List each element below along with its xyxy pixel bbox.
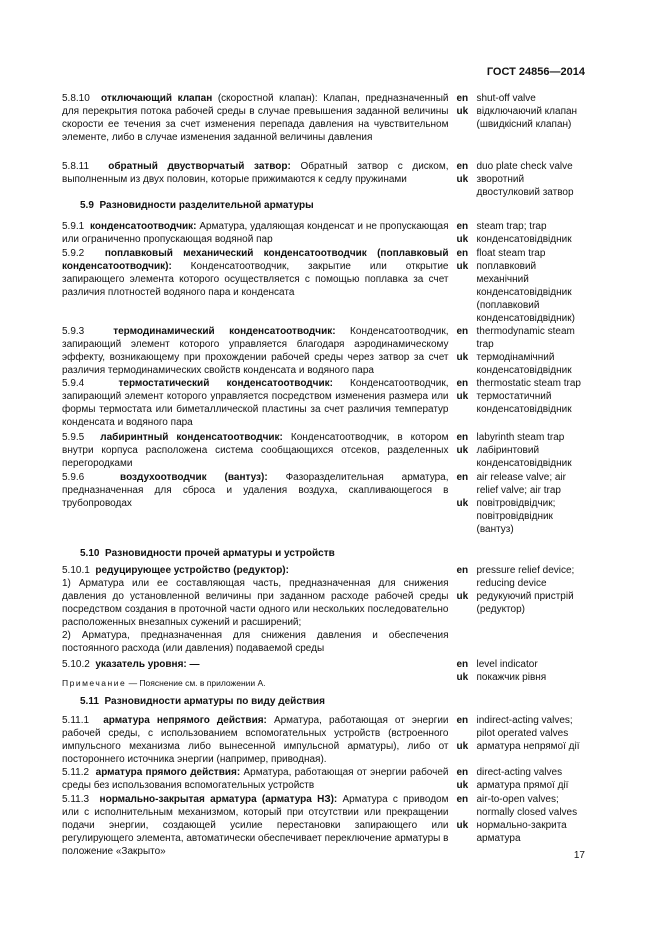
- entry-term: конденсатоотводчик:: [90, 221, 197, 232]
- entry-term: указатель уровня: —: [95, 659, 200, 670]
- entry-definition: Обратный затвор с диском, выполненным из двух половин, которые прижимаются к седлу пружинами: [62, 161, 449, 185]
- note-label: Примечание: [62, 678, 127, 688]
- page-number: 17: [573, 850, 585, 861]
- section-number: 5.11: [80, 696, 99, 707]
- entry-definition: Фазоразделительная арматура, предназначенная для сброса и удаления воздуха, скапливающегося в трубопроводах: [62, 472, 449, 509]
- lang-code: uk: [456, 391, 469, 402]
- translation-text: арматура непрямої дії: [476, 741, 580, 752]
- translations: [457, 564, 585, 658]
- translation-text: термостатичний конденсатовідвідник: [476, 391, 572, 415]
- entry-term: термостатический конденсатоотводчик:: [118, 378, 333, 389]
- translation-text: thermodynamic steam trap: [476, 326, 575, 350]
- entry-definition: Конденсатоотводчик, в котором внутри корпуса расположена система сообщающихся отсеков, разделенных перегородками: [62, 432, 449, 469]
- entry-definition: Арматура, работающая от энергии рабочей среды без использования вспомогательных устройств: [62, 767, 449, 791]
- lang-code: en: [456, 221, 469, 232]
- entry-definition: Конденсатоотводчик, запирающий элемент которого управляется благодаря аэродинамическому эффекту, возникающему при прохождении рабочей среды через затвор за счет различия термодинамических свойств конденсата и водяного пара: [62, 326, 449, 376]
- term-entry: [62, 658, 584, 696]
- translation-text: покажчик рівня: [476, 672, 547, 683]
- translation-text: duo plate check valve: [476, 161, 573, 172]
- definition-item: 1) Арматура или ее составляющая часть, предназначенная для снижения давления до установленной величины при заданном расходе рабочей среды посредством создания в проточной части одного или нескольких последовательно расположенных внезапных сужений и расширений;: [62, 578, 449, 628]
- term-entry: [62, 431, 584, 471]
- lang-code: en: [456, 161, 469, 172]
- lang-code: uk: [456, 106, 469, 117]
- lang-code: uk: [456, 174, 469, 185]
- entry-term: обратный двустворчатый затвор:: [108, 161, 291, 172]
- section-heading: [62, 548, 584, 564]
- lang-code: uk: [456, 741, 469, 752]
- translations: [457, 160, 585, 200]
- entry-definition: (скоростной клапан): Клапан, предназначенный для перекрытия потока рабочей среды в случае превышения заданной величины скорости ее течения за счет изменения перепада давления на чувствительном элементе, либо в случае изменения заданной величины давления: [62, 93, 449, 143]
- term-entry: [62, 471, 584, 548]
- lang-code: en: [456, 472, 469, 483]
- lang-code: uk: [456, 261, 469, 272]
- term-entry: [62, 766, 584, 793]
- note-text: — Пояснение см. в приложении А.: [126, 678, 266, 688]
- lang-code: uk: [456, 780, 469, 791]
- section-heading: [62, 200, 584, 220]
- entry-number: 5.10.2: [62, 659, 90, 670]
- entry-number: 5.9.2: [62, 248, 85, 259]
- section-title: Разновидности арматуры по виду действия: [104, 696, 325, 707]
- lang-code: uk: [456, 672, 469, 683]
- entry-number: 5.8.11: [62, 161, 90, 172]
- translations: [457, 377, 585, 431]
- entry-number: 5.11.3: [62, 794, 90, 805]
- term-entry: [62, 793, 584, 859]
- entry-term: редуцирующее устройство (редуктор):: [95, 565, 289, 576]
- term-entry: [62, 92, 584, 160]
- document-header: ГОСТ 24856—2014: [486, 66, 585, 78]
- term-entry: [62, 220, 584, 247]
- term-entry: [62, 160, 584, 200]
- lang-code: en: [456, 659, 469, 670]
- term-entry: [62, 325, 584, 377]
- translations: [457, 658, 585, 696]
- translation-text: нормально-закрита арматура: [476, 820, 567, 844]
- lang-code: en: [456, 794, 469, 805]
- entry-definition: Арматура с приводом или с исполнительным механизмом, который при отсутствии или прекращении подачи энергии, создающей усилие перестановки запирающего или регулирующего элемента, автоматически обеспечивает переключение арматуры в положение «Закрыто»: [62, 794, 449, 857]
- translation-text: shut-off valve: [476, 93, 536, 104]
- entry-number: 5.10.1: [62, 565, 90, 576]
- translations: [457, 92, 585, 160]
- translations: [457, 247, 585, 325]
- section-number: 5.9: [80, 200, 94, 211]
- entry-number: 5.9.4: [62, 378, 85, 389]
- translation-text: конденсатовідвідник: [476, 234, 572, 245]
- translation-text: direct-acting valves: [476, 767, 563, 778]
- note: [62, 677, 449, 689]
- entry-number: 5.11.1: [62, 715, 90, 726]
- term-entry: [62, 714, 584, 766]
- translation-text: air release valve; air relief valve; air trap: [476, 472, 566, 496]
- entry-term: термодинамический конденсатоотводчик:: [113, 326, 336, 337]
- lang-code: en: [456, 326, 469, 337]
- section-title: Разновидности разделительной арматуры: [99, 200, 314, 211]
- translation-text: indirect-acting valves; pilot operated valves: [476, 715, 573, 739]
- entry-definition: Конденсатоотводчик, закрытие или открытие запирающего элемента которого осуществляется с помощью поплавка за счет различия плотностей водяного пара и конденсата: [62, 261, 449, 298]
- entry-definition: Конденсатоотводчик, запирающий элемент которого управляется посредством изменения размера или формы термостата или биметаллической пластины за счет различия температур конденсата и водяного пара: [62, 378, 449, 428]
- entry-term: поплавковый механический конденсатоотводчик (поплавковый конденсатоотводчик):: [62, 248, 449, 272]
- term-entry: [62, 564, 584, 658]
- entry-number: 5.9.6: [62, 472, 85, 483]
- translation-text: pressure relief device; reducing device: [476, 565, 575, 589]
- translation-text: поплавковий механічний конденсатовідвідник (поплавковий конденсатовідвідник): [476, 261, 575, 324]
- translations: [457, 714, 585, 766]
- lang-code: en: [456, 432, 469, 443]
- entry-term: отключающий клапан: [100, 93, 213, 104]
- entry-term: лабиринтный конденсатоотводчик:: [100, 432, 283, 443]
- translations: [457, 471, 585, 548]
- translations: [457, 793, 585, 859]
- translations: [457, 766, 585, 793]
- page-content: [62, 92, 584, 859]
- term-entry: [62, 247, 584, 325]
- translation-text: лабіринтовий конденсатовідвідник: [476, 445, 572, 469]
- translation-text: відключаючий клапан (швидкісний клапан): [476, 106, 578, 130]
- translation-text: термодінамічний конденсатовідвідник: [476, 352, 572, 376]
- translations: [457, 325, 585, 377]
- definition-item: 2) Арматура, предназначенная для снижения давления и обеспечения постоянного расхода (или давления) подаваемой среды: [62, 630, 449, 654]
- lang-code: en: [456, 715, 469, 726]
- lang-code: en: [456, 248, 469, 259]
- entry-term: арматура прямого действия:: [95, 767, 241, 778]
- lang-code: uk: [456, 820, 469, 831]
- entry-definition: Арматура, удаляющая конденсат и не пропускающая или ограниченно пропускающая водяной пар: [62, 221, 449, 245]
- translations: [457, 220, 585, 247]
- entry-number: 5.8.10: [62, 93, 90, 104]
- lang-code: uk: [456, 445, 469, 456]
- translations: [457, 431, 585, 471]
- entry-term: нормально-закрытая арматура (арматура НЗ):: [99, 794, 338, 805]
- entry-number: 5.11.2: [62, 767, 90, 778]
- lang-code: en: [456, 767, 469, 778]
- lang-code: uk: [456, 234, 469, 245]
- translation-text: float steam trap: [476, 248, 546, 259]
- entry-number: 5.9.3: [62, 326, 85, 337]
- translation-text: арматура прямої дії: [476, 780, 569, 791]
- lang-code: en: [456, 565, 469, 576]
- entry-number: 5.9.1: [62, 221, 85, 232]
- section-heading: [62, 696, 584, 714]
- translation-text: labyrinth steam trap: [476, 432, 565, 443]
- lang-code: uk: [456, 591, 469, 602]
- entry-number: 5.9.5: [62, 432, 85, 443]
- lang-code: en: [456, 378, 469, 389]
- translation-text: air-to-open valves; normally closed valves: [476, 794, 578, 818]
- section-title: Разновидности прочей арматуры и устройств: [105, 548, 335, 559]
- lang-code: uk: [456, 352, 469, 363]
- translation-text: steam trap; trap: [476, 221, 547, 232]
- entry-term: воздухоотводчик (вантуз):: [120, 472, 268, 483]
- translation-text: зворотний двостулковий затвор: [476, 174, 574, 198]
- translation-text: редукуючий пристрій (редуктор): [476, 591, 574, 615]
- term-entry: [62, 377, 584, 431]
- section-number: 5.10: [80, 548, 100, 559]
- entry-definition: Арматура, работающая от энергии рабочей среды, с использованием вспомогательных устройств (встроенного импульсного механизма либо вынесенной импульсной арматуры), либо от постороннего источника энергии (например, приводная).: [62, 715, 449, 765]
- translation-text: thermostatic steam trap: [476, 378, 581, 389]
- lang-code: uk: [456, 498, 469, 509]
- entry-term: арматура непрямого действия:: [103, 715, 267, 726]
- translation-text: повітровідвідчик; повітровідвідник (вантуз): [476, 498, 556, 535]
- lang-code: en: [456, 93, 469, 104]
- translation-text: level indicator: [476, 659, 538, 670]
